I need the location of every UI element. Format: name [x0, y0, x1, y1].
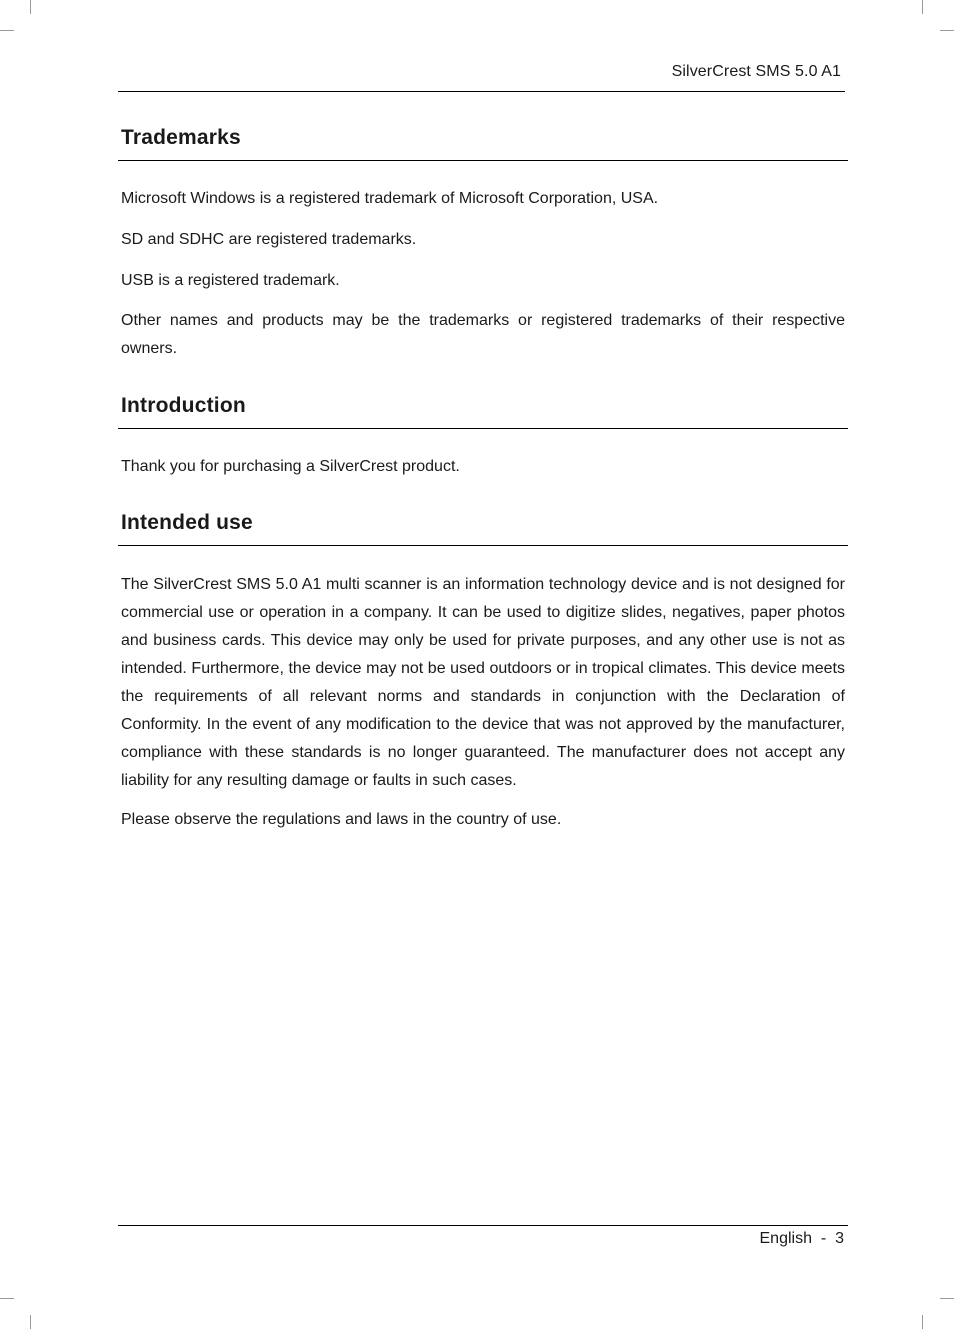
crop-mark: [940, 1298, 954, 1299]
paragraph: The SilverCrest SMS 5.0 A1 multi scanner is an information technology device and is not designed for commercial use or operation in a company. It can be used to digitize slides, negatives, paper photos and business cards. This device may only be used for private purposes, and any other use is not as intended. Furthermore, the device may not be used outdoors or in tropical climates. This device meets the requirements of all relevant norms and standards in conjunction with the Declaration of Conformity. In the event of any modification to the device that was not approved by the manufacturer, compliance with these standards is no longer guaranteed. The manufacturer does not accept any liability for any resulting damage or faults in such cases.: [121, 576, 845, 789]
paragraph: Other names and products may be the trademarks or registered trademarks of their respective owners.: [121, 312, 845, 357]
paragraph: SD and SDHC are registered trademarks.: [121, 231, 417, 248]
section-rule: [118, 545, 848, 546]
running-header: SilverCrest SMS 5.0 A1: [671, 63, 841, 80]
section-rule: [118, 428, 848, 429]
crop-mark: [0, 1298, 14, 1299]
crop-mark: [30, 1315, 31, 1329]
page-footer: [760, 1230, 845, 1248]
paragraph: Please observe the regulations and laws in the country of use.: [121, 811, 562, 828]
section-rule: [118, 160, 848, 161]
paragraph: Thank you for purchasing a SilverCrest product.: [121, 458, 460, 475]
footer-language: English: [759, 1230, 812, 1247]
crop-mark: [940, 30, 954, 31]
paragraph: USB is a registered trademark.: [121, 272, 340, 289]
page-number: 3: [835, 1230, 844, 1247]
crop-mark: [922, 0, 923, 14]
crop-mark: [0, 30, 14, 31]
footer-separator: -: [820, 1230, 827, 1247]
section-title-intended-use: Intended use: [121, 511, 253, 534]
section-title-introduction: Introduction: [121, 394, 246, 417]
footer-rule: [118, 1225, 848, 1226]
section-title-trademarks: Trademarks: [121, 126, 241, 149]
crop-mark: [30, 0, 31, 14]
header-rule: [118, 91, 845, 92]
crop-mark: [922, 1315, 923, 1329]
paragraph: Microsoft Windows is a registered trademark of Microsoft Corporation, USA.: [121, 190, 659, 207]
